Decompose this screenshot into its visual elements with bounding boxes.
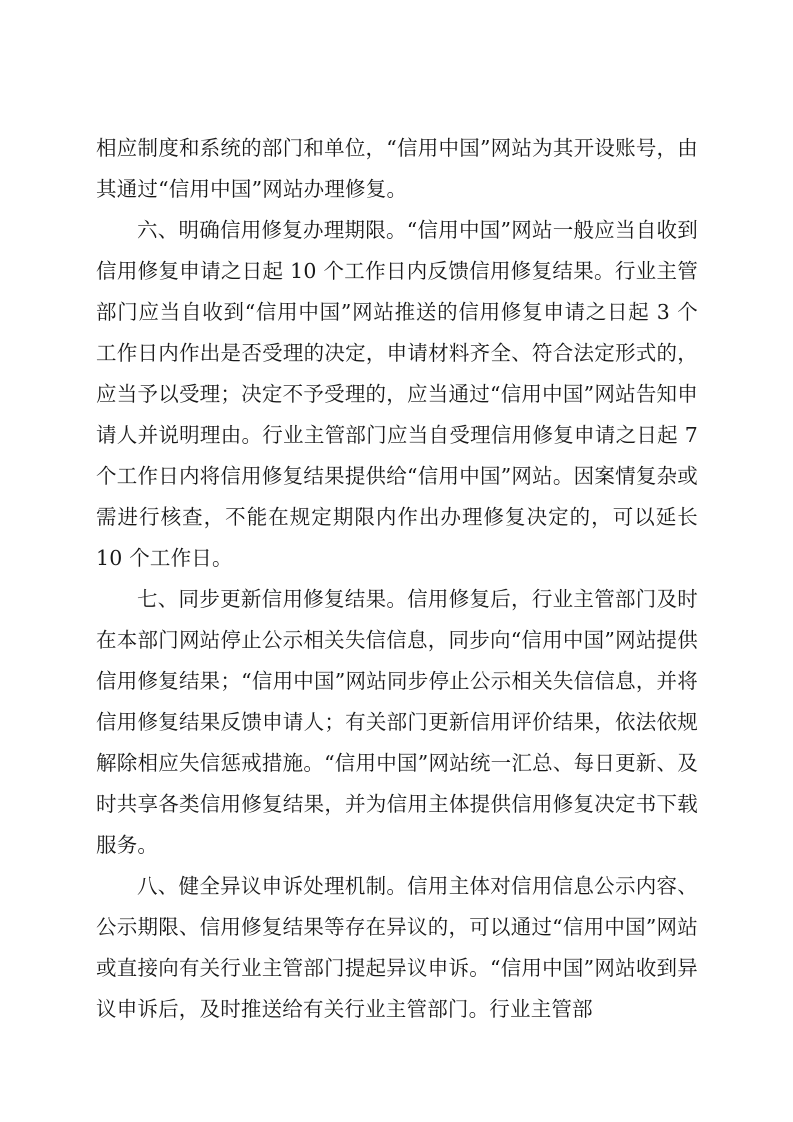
paragraph-item-six: 六、明确信用修复办理期限。“信用中国”网站一般应当自收到信用修复申请之日起 10 个工作日内反馈信用修复结果。行业主管部门应当自收到“信用中国”网站推送的信用修复申请之日起 3 个工作日内作出是否受理的决定，申请材料齐全、符合法定形式的，应当予以受理；决定不予受理的，应当通过“信用中国”网站告知申请人并说明理由。行业主管部门应当自受理信用修复申请之日起 7 个工作日内将信用修复结果提供给“信用中国”网站。因案情复杂或需进行核查，不能在规定期限内作出办理修复决定的，可以延长 10 个工作日。 (96, 218, 698, 570)
document-body (96, 128, 698, 1030)
paragraph-item-seven: 七、同步更新信用修复结果。信用修复后，行业主管部门及时在本部门网站停止公示相关失信信息，同步向“信用中国”网站提供信用修复结果；“信用中国”网站同步停止公示相关失信信息，并将信用修复结果反馈申请人；有关部门更新信用评价结果，依法依规解除相应失信惩戒措施。“信用中国”网站统一汇总、每日更新、及时共享各类信用修复结果，并为信用主体提供信用修复决定书下载服务。 (96, 587, 698, 857)
paragraph-continuation: 相应制度和系统的部门和单位，“信用中国”网站为其开设账号，由其通过“信用中国”网站办理修复。 (96, 136, 698, 201)
paragraph-item-eight: 八、健全异议申诉处理机制。信用主体对信用信息公示内容、公示期限、信用修复结果等存在异议的，可以通过“信用中国”网站或直接向有关行业主管部门提起异议申诉。“信用中国”网站收到异议申诉后，及时推送给有关行业主管部门。行业主管部 (96, 874, 698, 1021)
